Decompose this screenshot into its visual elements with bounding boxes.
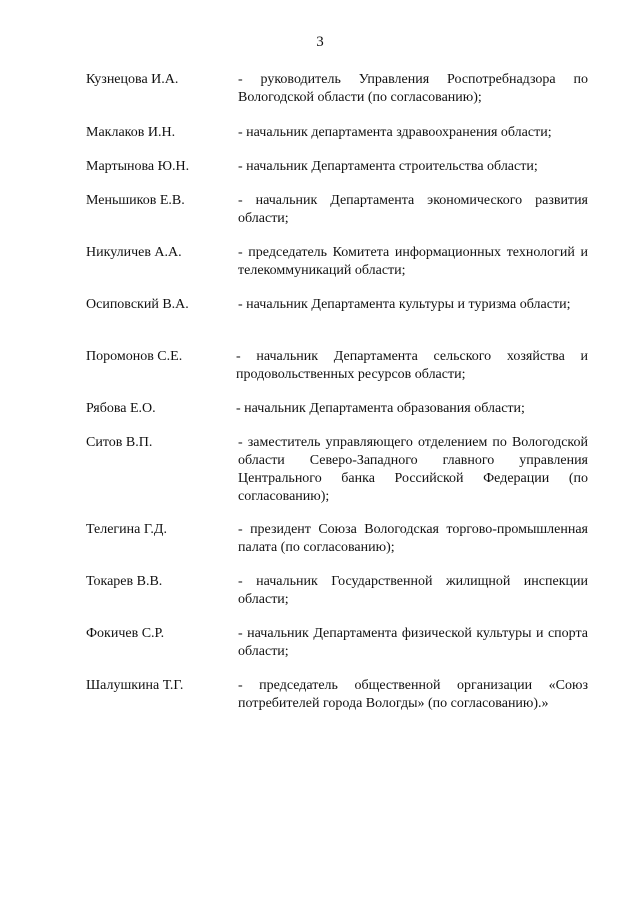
member-name: Ситов В.П. [86,435,153,450]
member-name: Телегина Г.Д. [86,522,167,537]
member-name: Меньшиков Е.В. [86,193,185,208]
member-role: - начальник Департамента строительства области; [238,159,538,174]
member-name: Никуличев А.А. [86,245,182,260]
member-role: - начальник департамента здравоохранения области; [238,125,552,140]
member-role: - председатель Комитета информационных технологий и телекоммуникаций области; [238,245,588,278]
page-number: 3 [316,34,324,50]
member-name: Поромонов С.Е. [86,349,183,364]
member-role: - руководитель Управления Роспотребнадзора по Вологодской области (по согласованию); [238,72,588,105]
member-name: Мартынова Ю.Н. [86,159,190,174]
member-role: - начальник Департамента сельского хозяйства и продовольственных ресурсов области; [236,349,588,382]
member-name: Шалушкина Т.Г. [86,678,184,693]
member-name: Фокичев С.Р. [86,626,165,641]
member-name: Кузнецова И.А. [86,72,179,87]
member-name: Осиповский В.А. [86,297,189,312]
member-role: - начальник Департамента экономического развития области; [238,193,588,226]
member-role: - начальник Департамента физической культуры и спорта области; [238,626,588,659]
member-name: Маклаков И.Н. [86,125,176,140]
member-role: - начальник Департамента культуры и туризма области; [238,297,571,312]
member-role: - председатель общественной организации «Союз потребителей города Вологды» (по согласованию).» [238,678,588,711]
member-name: Рябова Е.О. [86,401,156,416]
member-role: - начальник Государственной жилищной инспекции области; [238,574,588,607]
member-role: - начальник Департамента образования области; [236,401,525,416]
member-name: Токарев В.В. [86,574,163,589]
member-role: - заместитель управляющего отделением по Вологодской области Северо-Западного главного управления Центрального банка Российской Федерации (по согласованию); [238,435,588,504]
member-role: - президент Союза Вологодская торгово-промышленная палата (по согласованию); [238,522,588,555]
